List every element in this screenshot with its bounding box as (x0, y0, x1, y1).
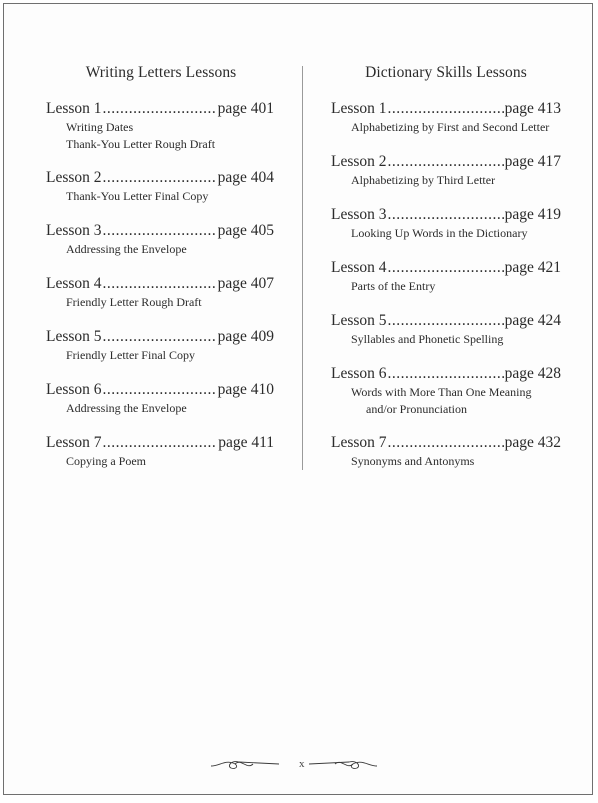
lesson-entry (46, 169, 274, 204)
lesson-entry (46, 381, 274, 416)
lesson-line (331, 153, 561, 171)
lesson-topic: Thank-You Letter Final Copy (66, 189, 209, 203)
lesson-label: Lesson 4 (46, 275, 102, 292)
lesson-label: Lesson 6 (331, 365, 387, 382)
lesson-entry (331, 259, 561, 294)
lesson-page: page 419 (504, 206, 561, 223)
lesson-label: Lesson 2 (331, 153, 387, 170)
lesson-page: page 432 (504, 434, 561, 451)
lesson-entry (331, 312, 561, 347)
lesson-page: page 407 (217, 275, 274, 292)
dot-leader (388, 434, 504, 452)
lesson-label: Lesson 6 (46, 381, 102, 398)
lesson-page: page 428 (504, 365, 561, 382)
flourish-icon (209, 754, 379, 774)
dictionary-skills-title: Dictionary Skills Lessons (365, 64, 527, 81)
lesson-line (331, 206, 561, 224)
lesson-line (331, 259, 561, 277)
column-divider (302, 66, 303, 470)
lesson-line (331, 365, 561, 383)
lesson-topic: Addressing the Envelope (66, 242, 187, 256)
lesson-topic: Copying a Poem (66, 454, 146, 468)
lesson-line (46, 328, 274, 346)
writing-letters-column (46, 64, 274, 469)
lesson-page: page 405 (217, 222, 274, 239)
lesson-topic: Friendly Letter Rough Draft (66, 295, 202, 309)
lesson-entry (331, 206, 561, 241)
lesson-topic: Thank-You Letter Rough Draft (66, 137, 216, 151)
lesson-page: page 424 (504, 312, 561, 329)
lesson-topic: Friendly Letter Final Copy (66, 348, 195, 362)
lesson-page: page 410 (217, 381, 274, 398)
lesson-page: page 413 (504, 100, 561, 117)
lesson-page: page 404 (217, 169, 274, 186)
lesson-entry (331, 365, 561, 417)
lesson-page: page 409 (217, 328, 274, 345)
dictionary-skills-column (331, 64, 561, 469)
document-page (3, 3, 593, 795)
lesson-topic: Syllables and Phonetic Spelling (351, 332, 504, 346)
lesson-label: Lesson 7 (46, 434, 102, 451)
lesson-label: Lesson 2 (46, 169, 102, 186)
dot-leader (388, 100, 504, 118)
lesson-line (46, 434, 274, 452)
lesson-line (46, 169, 274, 187)
lesson-page: page 421 (504, 259, 561, 276)
dot-leader (388, 153, 504, 171)
lesson-entry (331, 100, 561, 135)
lesson-label: Lesson 1 (46, 100, 102, 117)
dot-leader (103, 434, 218, 452)
lesson-entry (46, 275, 274, 310)
lesson-topic: Looking Up Words in the Dictionary (351, 226, 528, 240)
lesson-entry (46, 222, 274, 257)
lesson-label: Lesson 5 (331, 312, 387, 329)
dot-leader (103, 222, 217, 240)
lesson-topic: Words with More Than One Meaning (351, 385, 532, 399)
lesson-entry (331, 153, 561, 188)
lesson-line (46, 275, 274, 293)
lesson-entry (331, 434, 561, 469)
lesson-line (46, 222, 274, 240)
page-folio: x (299, 758, 305, 770)
lesson-topic: Writing Dates (66, 120, 134, 134)
lesson-label: Lesson 3 (331, 206, 387, 223)
dot-leader (388, 259, 504, 277)
dot-leader (388, 365, 504, 383)
lesson-topic: Addressing the Envelope (66, 401, 187, 415)
dot-leader (103, 100, 217, 118)
dot-leader (103, 275, 217, 293)
lesson-entry (46, 328, 274, 363)
dot-leader (103, 381, 217, 399)
lesson-line (331, 434, 561, 452)
footer-ornament (209, 754, 379, 774)
lesson-page: page 401 (217, 100, 274, 117)
lesson-topic: Alphabetizing by First and Second Letter (351, 120, 550, 134)
lesson-label: Lesson 4 (331, 259, 387, 276)
lesson-label: Lesson 3 (46, 222, 102, 239)
writing-letters-title: Writing Letters Lessons (85, 64, 237, 81)
lesson-line (46, 381, 274, 399)
lesson-topic: Synonyms and Antonyms (351, 454, 475, 468)
lesson-line (331, 312, 561, 330)
lesson-page: page 411 (218, 434, 274, 451)
lesson-page: page 417 (504, 153, 561, 170)
dot-leader (103, 328, 217, 346)
lesson-label: Lesson 1 (331, 100, 387, 117)
lesson-label: Lesson 7 (331, 434, 387, 451)
lesson-line (331, 100, 561, 118)
lesson-entry (46, 100, 274, 152)
dot-leader (103, 169, 217, 187)
lesson-line (46, 100, 274, 118)
lesson-topic: Parts of the Entry (351, 279, 436, 293)
dot-leader (388, 312, 504, 330)
lesson-topic: Alphabetizing by Third Letter (351, 173, 496, 187)
dot-leader (388, 206, 504, 224)
lesson-label: Lesson 5 (46, 328, 102, 345)
lesson-entry (46, 434, 274, 469)
lesson-topic: and/or Pronunciation (366, 402, 467, 416)
